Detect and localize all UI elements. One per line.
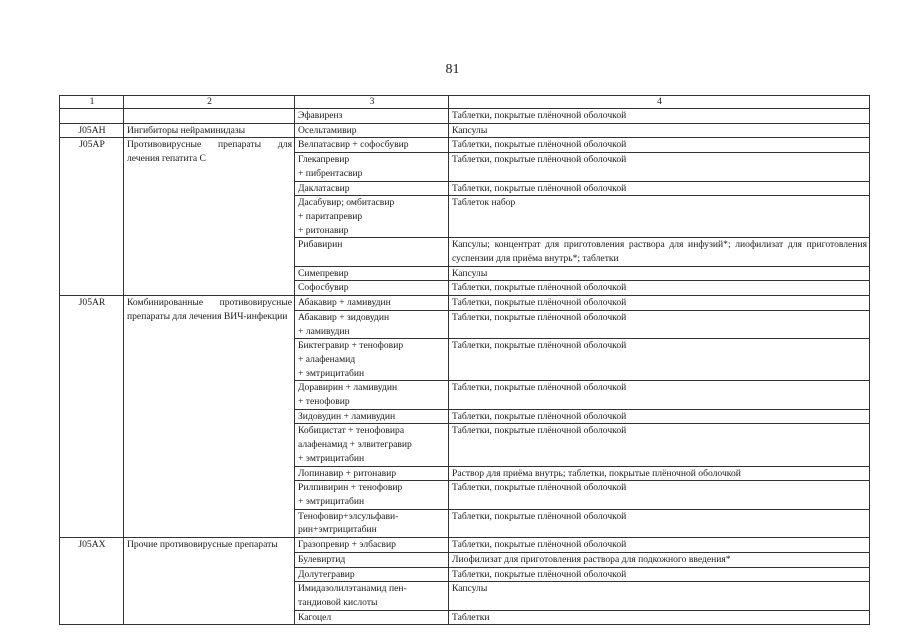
drug-name-cell (295, 409, 449, 424)
drug-name-cell (295, 138, 449, 153)
drug-name-line: Рибавирин (298, 239, 343, 251)
dosage-form-cell: Таблетки, покрытые плёночной оболочкой (449, 138, 870, 153)
column-header: 1 (60, 96, 124, 109)
pharmacological-group-cell: Комбинированные противовирусные препараты для лечения ВИЧ-инфекции (124, 296, 295, 538)
column-header: 2 (124, 96, 295, 109)
drug-name-line: Биктегравир + тенофовир (298, 340, 404, 352)
pharmacological-group-cell (124, 109, 295, 124)
dosage-form-cell: Таблетки, покрытые плёночной оболочкой (449, 109, 870, 124)
dosage-form-cell: Таблетки, покрытые плёночной оболочкой (449, 296, 870, 311)
table-row (60, 296, 870, 311)
drug-name-line: Булевиртид (298, 553, 346, 565)
atc-code-cell: J05AH (60, 123, 124, 138)
dosage-form-cell: Раствор для приёма внутрь; таблетки, покрытые плёночной оболочкой (449, 466, 870, 481)
dosage-form-cell: Таблетки, покрытые плёночной оболочкой (449, 567, 870, 582)
dosage-form-cell: Капсулы (449, 123, 870, 138)
dosage-form-cell: Таблетки, покрытые плёночной оболочкой (449, 310, 870, 338)
dosage-form-cell: Таблетки, покрытые плёночной оболочкой (449, 381, 870, 409)
drug-name-line: Софосбувир (298, 282, 349, 294)
drug-name-cell (295, 481, 449, 509)
drug-name-line: Долутегравир (298, 568, 355, 580)
drug-name-cell (295, 466, 449, 481)
drug-name-cell (295, 610, 449, 625)
pharmacological-group-cell: Противовирусные препараты для лечения гепатита С (124, 138, 295, 296)
table-body (60, 109, 870, 625)
drug-name-cell (295, 153, 449, 181)
dosage-form-cell: Капсулы; концентрат для приготовления раствора для инфузий*; лиофилизат для приготовления суспензии для приёма внутрь*; таблетки (449, 238, 870, 266)
drug-name-line: Лопинавир + ритонавир (298, 467, 397, 479)
drug-name-line: Тенофовир+элсульфави- (298, 510, 399, 522)
drug-name-line: Зидовудин + ламивудин (298, 410, 396, 422)
dosage-form-cell: Капсулы (449, 582, 870, 610)
drug-name-line: Глекапревир (298, 154, 350, 166)
table-row (60, 123, 870, 138)
drug-name-cell (295, 296, 449, 311)
drug-name-cell (295, 339, 449, 381)
drug-name-line: + алафенамид (298, 353, 356, 365)
dosage-form-cell: Таблетки, покрытые плёночной оболочкой (449, 509, 870, 537)
atc-code-cell: J05AR (60, 296, 124, 538)
drug-name-cell (295, 238, 449, 266)
drug-name-cell (295, 424, 449, 466)
drug-name-line: алафенамид + элвитегравир (298, 439, 412, 451)
drug-table (59, 95, 870, 625)
drug-name-line: + тенофовир (298, 396, 350, 408)
drug-name-line: + эмтрицитабин (298, 452, 365, 464)
drug-name-line: Абакавир + зидовудин (298, 311, 390, 323)
drug-name-cell (295, 582, 449, 610)
drug-name-line: Гразопревир + элбасвир (298, 539, 396, 551)
dosage-form-cell: Таблетки, покрытые плёночной оболочкой (449, 153, 870, 181)
pharmacological-group-cell: Ингибиторы нейраминидазы (124, 123, 295, 138)
drug-name-cell (295, 196, 449, 238)
drug-name-line: Имидазолилэтанамид пен- (298, 583, 407, 595)
drug-name-line: + ритонавир (298, 224, 349, 236)
drug-name-line: Абакавир + ламивудин (298, 297, 391, 309)
atc-code-cell: J05AX (60, 538, 124, 625)
column-header: 3 (295, 96, 449, 109)
dosage-form-cell: Таблетки, покрытые плёночной оболочкой (449, 409, 870, 424)
drug-name-line: + паритапревир (298, 210, 363, 222)
drug-name-line: + ламивудин (298, 325, 350, 337)
dosage-form-cell: Таблетки, покрытые плёночной оболочкой (449, 538, 870, 553)
page-number: 81 (445, 62, 460, 77)
drug-name-line: Кагоцел (298, 611, 332, 623)
dosage-form-cell: Лиофилизат для приготовления раствора для подкожного введения* (449, 552, 870, 567)
table-header-row (60, 96, 870, 109)
drug-name-line: + эмтрицитабин (298, 495, 365, 507)
pharmacological-group-cell: Прочие противовирусные препараты (124, 538, 295, 625)
dosage-form-cell: Капсулы (449, 266, 870, 281)
atc-code-cell: J05AP (60, 138, 124, 296)
dosage-form-cell: Таблетки, покрытые плёночной оболочкой (449, 281, 870, 296)
drug-name-cell (295, 109, 449, 124)
drug-name-cell (295, 381, 449, 409)
drug-name-line: Даклатасвир (298, 182, 350, 194)
drug-name-cell (295, 538, 449, 553)
drug-name-line: тандиовой кислоты (298, 596, 378, 608)
drug-name-cell (295, 310, 449, 338)
drug-name-cell (295, 123, 449, 138)
table-row (60, 138, 870, 153)
drug-name-cell (295, 266, 449, 281)
drug-name-line: Велпатасвир + софосбувир (298, 139, 409, 151)
drug-name-line: Эфавиренз (298, 110, 343, 121)
drug-name-cell (295, 181, 449, 196)
drug-name-line: Дасабувир; омбитасвир (298, 197, 395, 209)
drug-name-line: + эмтрицитабин (298, 367, 365, 379)
drug-name-cell (295, 281, 449, 296)
dosage-form-cell: Таблетки, покрытые плёночной оболочкой (449, 424, 870, 466)
dosage-form-cell: Таблетки (449, 610, 870, 625)
dosage-form-cell: Таблетки, покрытые плёночной оболочкой (449, 339, 870, 381)
drug-name-line: Осельтамивир (298, 124, 357, 136)
column-header: 4 (449, 96, 870, 109)
drug-name-line: Доравирин + ламивудин (298, 382, 398, 394)
drug-name-line: рин+эмтрицитабин (298, 524, 377, 536)
table-row (60, 109, 870, 124)
table-row (60, 538, 870, 553)
drug-name-cell (295, 552, 449, 567)
dosage-form-cell: Таблетки, покрытые плёночной оболочкой (449, 481, 870, 509)
drug-name-cell (295, 509, 449, 537)
dosage-form-cell: Таблетки, покрытые плёночной оболочкой (449, 181, 870, 196)
drug-name-line: Рилпивирин + тенофовир (298, 482, 403, 494)
drug-name-cell (295, 567, 449, 582)
drug-name-line: + пибрентасвир (298, 167, 363, 179)
dosage-form-cell: Таблеток набор (449, 196, 870, 238)
drug-name-line: Симепревир (298, 267, 349, 279)
drug-name-line: Кобицистат + тенофовира (298, 425, 405, 437)
atc-code-cell (60, 109, 124, 124)
